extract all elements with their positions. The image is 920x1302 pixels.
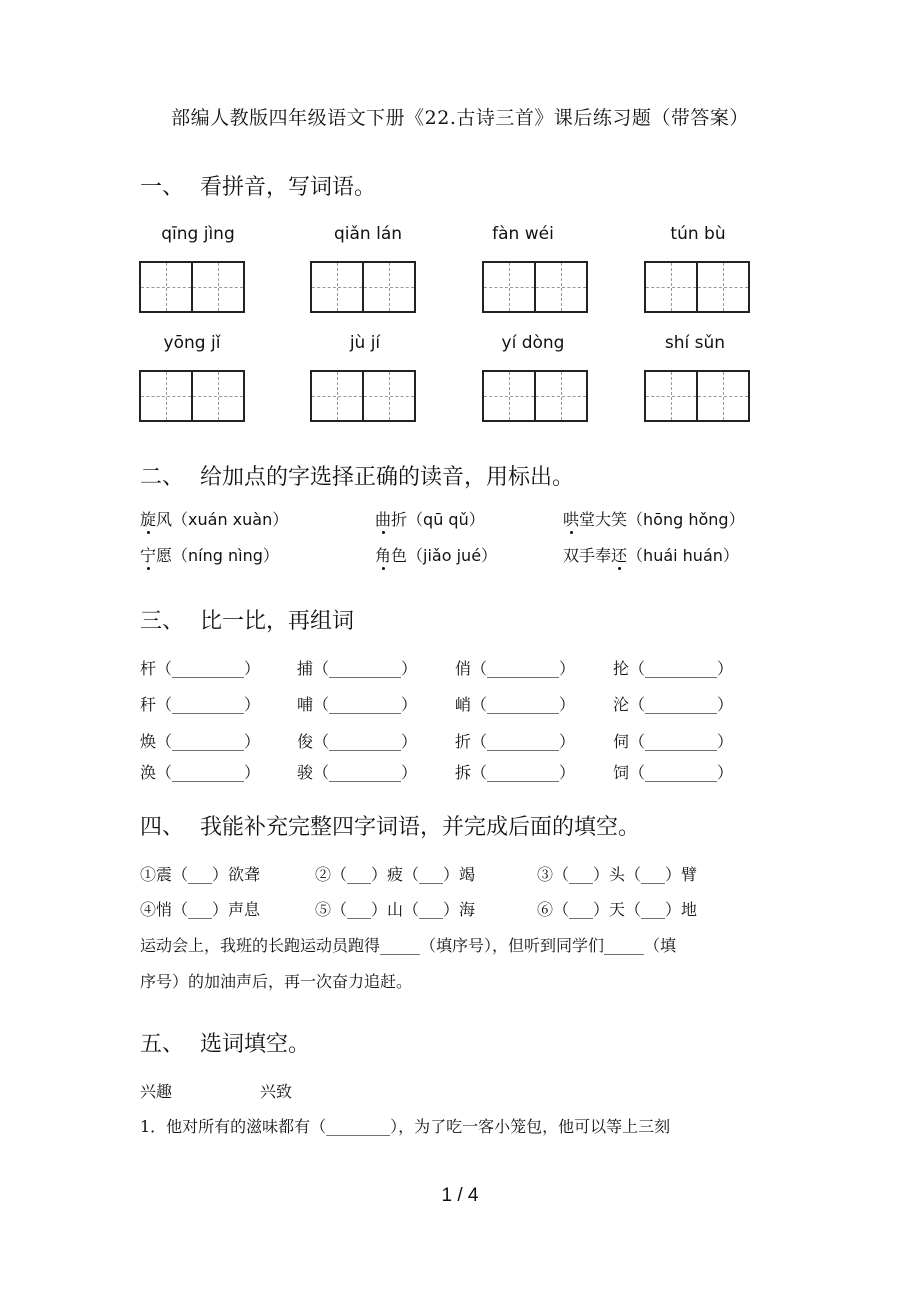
compare-item: 饲（_________）: [613, 763, 734, 782]
compare-item: 伺（_________）: [613, 732, 734, 751]
idiom-item: ⑥（___）天（___）地: [537, 900, 698, 919]
compare-item: 俏（_________）: [455, 659, 576, 678]
section-number: 五、: [140, 1032, 185, 1057]
compare-item: 杆（_________）: [140, 659, 261, 678]
writing-grid[interactable]: [139, 370, 245, 422]
idiom-item: ⑤（___）山（___）海: [315, 900, 476, 919]
pinyin-label: tún bù: [670, 224, 726, 244]
writing-grid[interactable]: [310, 261, 416, 313]
pronunciation-item: 曲折（qū qǔ）: [375, 507, 485, 530]
section-number: 四、: [140, 815, 185, 840]
pronunciation-item: 旋风（xuán xuàn）: [140, 507, 288, 530]
section-title: 选词填空。: [200, 1032, 311, 1057]
pinyin-label: jù jí: [349, 333, 381, 353]
page-number: 1 / 4: [441, 1185, 479, 1206]
compare-item: 焕（_________）: [140, 732, 261, 751]
idiom-item: ④悄（___）声息: [140, 900, 261, 919]
compare-item: 抡（_________）: [613, 659, 734, 678]
section-5-heading: [140, 1027, 310, 1058]
compare-item: 秆（_________）: [140, 695, 261, 714]
idiom-item: ③（___）头（___）臂: [537, 865, 698, 884]
section-4-heading: [140, 810, 640, 841]
fill-in-paragraph: 运动会上，我班的长跑运动员跑得_____（填序号），但听到同学们_____（填: [140, 936, 677, 955]
compare-item: 折（_________）: [455, 732, 576, 751]
section-title: 我能补充完整四字词语，并完成后面的填空。: [200, 815, 641, 840]
compare-item: 拆（_________）: [455, 763, 576, 782]
idiom-item: ①震（___）欲聋: [140, 865, 261, 884]
writing-grid[interactable]: [482, 261, 588, 313]
compare-item: 骏（_________）: [297, 763, 418, 782]
question-1: 1．他对所有的滋味都有（________），为了吃一客小笼包，他可以等上三刻: [140, 1117, 671, 1136]
compare-item: 沦（_________）: [613, 695, 734, 714]
section-title: 比一比，再组词: [200, 609, 355, 634]
compare-item: 俊（_________）: [297, 732, 418, 751]
pinyin-label: qiǎn lán: [333, 224, 403, 244]
pinyin-label: qīng jìng: [161, 224, 235, 244]
word-choice: 兴致: [260, 1082, 293, 1101]
writing-grid[interactable]: [310, 370, 416, 422]
compare-item: 捕（_________）: [297, 659, 418, 678]
section-2-heading: [140, 460, 574, 491]
compare-item: 峭（_________）: [455, 695, 576, 714]
compare-item: 哺（_________）: [297, 695, 418, 714]
pronunciation-item: 宁愿（níng nìng）: [140, 543, 279, 566]
pronunciation-item: 角色（jiǎo jué）: [375, 543, 497, 566]
section-1-heading: [140, 170, 376, 201]
fill-in-paragraph: 序号）的加油声后，再一次奋力追赶。: [140, 972, 413, 991]
pinyin-label: yí dòng: [501, 333, 565, 353]
pinyin-label: fàn wéi: [492, 224, 554, 244]
section-title: 看拼音，写词语。: [200, 175, 377, 200]
pinyin-label: yōng jǐ: [163, 333, 221, 353]
pronunciation-item: 哄堂大笑（hōng hǒng）: [563, 507, 745, 530]
writing-grid[interactable]: [644, 261, 750, 313]
page-title: 部编人教版四年级语文下册《22.古诗三首》课后练习题（带答案）: [171, 107, 749, 129]
pronunciation-item: 双手奉还（huái huán）: [563, 543, 739, 566]
idiom-item: ②（___）疲（___）竭: [315, 865, 476, 884]
section-number: 一、: [140, 175, 185, 200]
section-title: 给加点的字选择正确的读音，用标出。: [200, 465, 575, 490]
section-number: 二、: [140, 465, 185, 490]
writing-grid[interactable]: [482, 370, 588, 422]
pinyin-label: shí sǔn: [664, 333, 726, 353]
section-number: 三、: [140, 609, 185, 634]
compare-item: 涣（_________）: [140, 763, 261, 782]
word-choice: 兴趣: [140, 1082, 173, 1101]
writing-grid[interactable]: [644, 370, 750, 422]
section-3-heading: [140, 604, 354, 635]
writing-grid[interactable]: [139, 261, 245, 313]
